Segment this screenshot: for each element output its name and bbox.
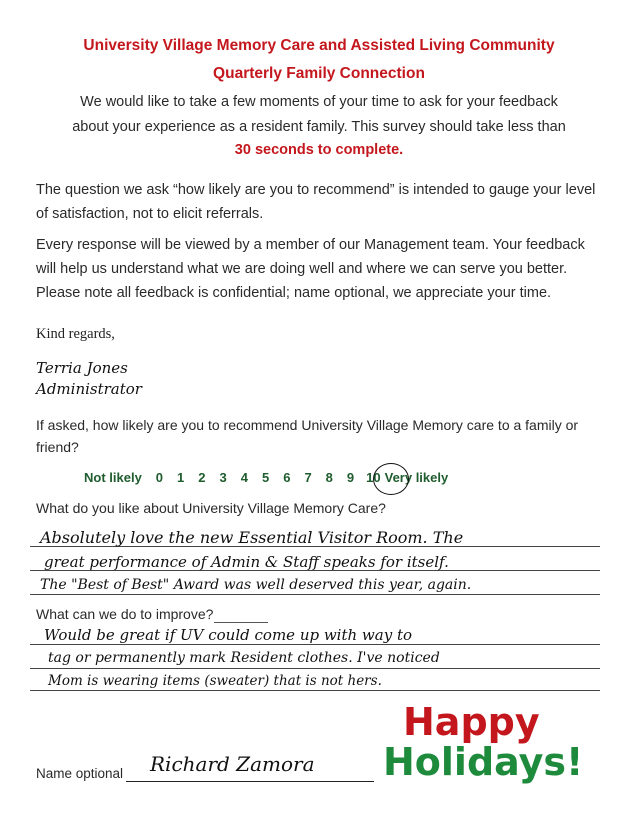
like-answer-line[interactable]: Absolutely love the new Essential Visitor Room. The: [40, 528, 464, 547]
scale-option[interactable]: 2: [198, 470, 206, 485]
improve-answer-line[interactable]: Would be great if UV could come up with way to: [44, 626, 413, 644]
intro-line-1: We would like to take a few moments of your time to ask for your feedback: [80, 94, 558, 110]
like-answer-line[interactable]: great performance of Admin & Staff speaks for itself.: [44, 553, 449, 571]
scale-option[interactable]: 0: [155, 470, 164, 485]
intro-emphasis: 30 seconds to complete.: [234, 142, 404, 158]
name-underline: [126, 781, 374, 782]
answer-line: [30, 690, 600, 691]
scale-option[interactable]: 1: [177, 470, 185, 485]
answer-line: [30, 644, 600, 645]
closing-text: Kind regards,: [36, 326, 115, 342]
paragraph-purpose: The question we ask “how likely are you to recommend” is intended to gauge your level of satisfaction, not to elicit referrals.: [36, 182, 596, 222]
like-answer-line[interactable]: The "Best of Best" Award was well deserved this year, again.: [40, 577, 472, 593]
intro-line-2: about your experience as a resident family. This survey should take less than: [72, 119, 566, 135]
like-question: What do you like about University Village Memory Care?: [36, 500, 386, 516]
answer-line: [30, 594, 600, 595]
signer-title: Administrator: [36, 380, 142, 398]
answer-line: [30, 668, 600, 669]
scale-option[interactable]: 8: [325, 470, 333, 485]
improve-underline: [214, 622, 268, 623]
selection-circle: [373, 463, 409, 495]
recommend-question: If asked, how likely are you to recommend University Village Memory care to a family or friend?: [36, 417, 579, 455]
scale-option[interactable]: 5: [261, 470, 270, 485]
survey-subtitle: Quarterly Family Connection: [213, 65, 425, 82]
scale-option[interactable]: 7: [304, 470, 312, 485]
improve-question: What can we do to improve?: [36, 606, 214, 622]
greeting-happy: [403, 700, 540, 744]
improve-answer-line[interactable]: tag or permanently mark Resident clothes. I've noticed: [48, 650, 440, 666]
paragraph-management: Every response will be viewed by a member of our Management team. Your feedback will help us understand what we are doing well and where we can serve you better. Please note all feedback is confidential; name optional, we appreciate your time.: [36, 237, 585, 301]
survey-title: University Village Memory Care and Assisted Living Community: [83, 37, 555, 54]
name-label: Name optional: [36, 766, 124, 781]
scale-option[interactable]: 6: [283, 470, 291, 485]
signer-name: Terria Jones: [36, 359, 128, 377]
scale-option[interactable]: 3: [219, 470, 227, 485]
greeting-holidays: [383, 740, 583, 784]
greeting-holidays-text: Holidays!: [383, 740, 584, 784]
name-field[interactable]: Richard Zamora: [150, 752, 315, 776]
greeting-happy-text: Happy: [403, 700, 540, 744]
scale-option[interactable]: 9: [346, 470, 355, 485]
improve-answer-line[interactable]: Mom is wearing items (sweater) that is not hers.: [48, 673, 382, 689]
scale-high-label: Very likely: [384, 470, 449, 485]
scale-option-selected[interactable]: 10: [366, 470, 381, 485]
scale-option[interactable]: 4: [240, 470, 248, 485]
scale-low-label: Not likely: [84, 470, 142, 485]
